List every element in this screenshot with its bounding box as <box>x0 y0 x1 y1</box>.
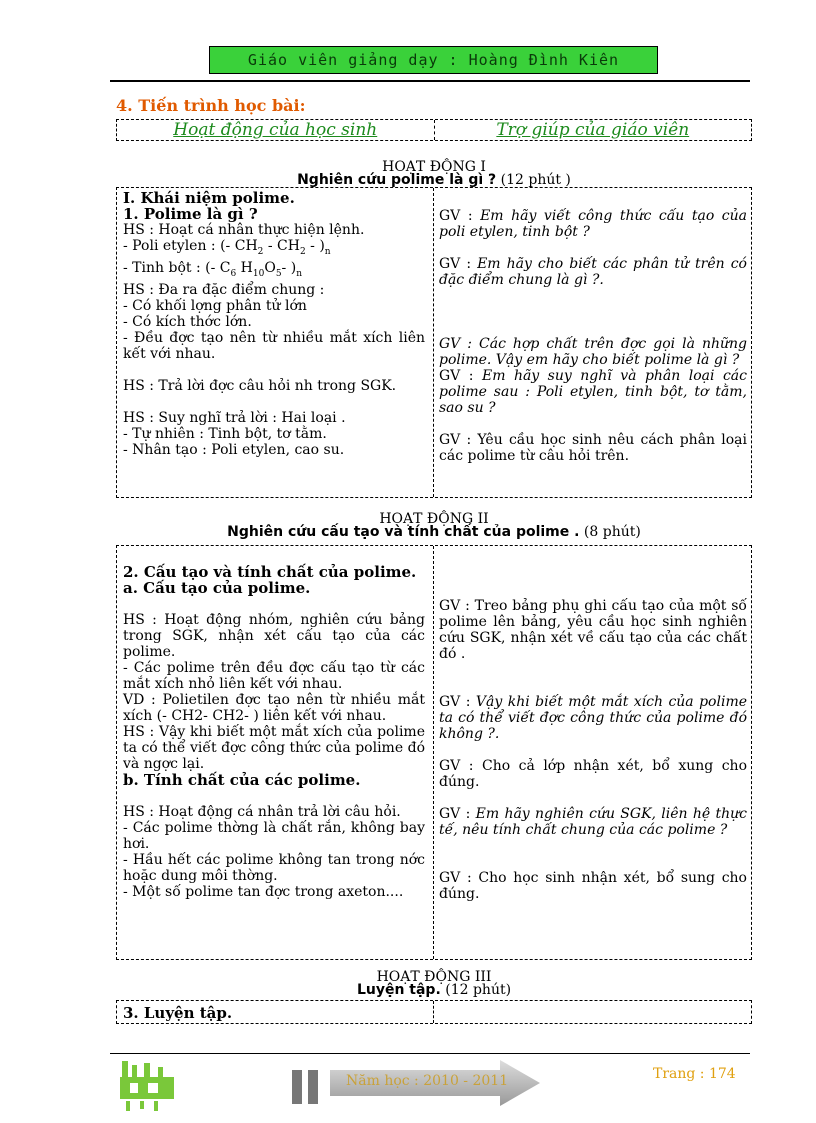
text-line: HS : Suy nghĩ trả lời : Hai loại . <box>123 409 346 426</box>
column-divider <box>433 188 434 497</box>
activity3-subtitle-line <box>116 983 752 997</box>
activity3-table <box>116 1000 752 1024</box>
text-line: HS : Trả lời đợc câu hỏi nh trong SGK. <box>123 377 397 394</box>
text-line: HS : Đa ra đặc điểm chung : <box>123 281 325 298</box>
activity1-title: HOẠT ĐỘNG I <box>382 159 486 175</box>
activity3-title: HOẠT ĐỘNG III <box>376 969 492 985</box>
activity2-title: HOẠT ĐỘNG II <box>379 511 489 527</box>
text-line: GV : Cho học sinh nhận xét, bổ sung cho đúng. <box>439 870 747 902</box>
heading: 3. Luyện tập. <box>123 1004 233 1022</box>
text-line: GV : Em hãy nghiên cứu SGK, liên hệ thực tế, nêu tính chất chung của các polime ? <box>439 806 747 838</box>
activity1-subtitle: Nghiên cứu polime là gì ? <box>297 172 497 188</box>
text-line: GV : Vậy khi biết một mắt xích của polime ta có thể viết đợc công thức của polime đó không ?. <box>439 694 748 742</box>
text-line: GV : Yêu cầu học sinh nêu cách phân loại các polime từ câu hỏi trên. <box>439 432 747 464</box>
text-line: GV : Em hãy viết công thức cấu tạo của poli etylen, tinh bột ? <box>439 208 747 240</box>
text-line: HS : Vậy khi biết một mắt xích của polime ta có thể viết đợc công thức của polime đó và ngợc lại. <box>123 724 425 772</box>
activity2-time: (8 phút) <box>583 524 641 540</box>
heading: a. Cấu tạo của polime. <box>123 579 311 597</box>
text-line: - Các polime thờng là chất rắn, không bay hơi. <box>123 820 425 852</box>
text-line: GV : Em hãy suy nghĩ và phân loại các polime sau : Poli etylen, tinh bột, tơ tằm, sao su ? <box>439 368 747 416</box>
footer-bars-icon <box>292 1070 328 1104</box>
text-line: GV : Cho cả lớp nhận xét, bổ xung cho đúng. <box>439 758 747 790</box>
activity2-subtitle-line <box>116 525 752 539</box>
school-logo-icon <box>118 1057 176 1113</box>
formula-starch: - Tinh bột : (- $C_6$ $H_{10}O_5-$ )$_n$ <box>123 259 302 279</box>
activity2-teacher-col <box>439 598 747 902</box>
text-line: HS : Hoạt động cá nhân trả lời câu hỏi. <box>123 804 401 820</box>
footer-divider <box>110 1053 750 1054</box>
page-number: Trang : 174 <box>653 1066 736 1082</box>
heading: 2. Cấu tạo và tính chất của polime. <box>123 563 417 581</box>
header-teacher-support: Trợ giúp của giáo viên <box>434 120 752 140</box>
text-line: VD : Polietilen đợc tạo nên từ nhiều mắt xích (- CH2- CH2- ) liên kết với nhau. <box>123 692 425 724</box>
activity1-student-col <box>123 190 425 458</box>
teacher-banner: Giáo viên giảng dạy : Hoàng Đình Kiên <box>209 46 658 74</box>
text-line: GV : Em hãy cho biết các phân tử trên có đặc điểm chung là gì ?. <box>439 256 747 288</box>
text-line: HS : Hoạt động nhóm, nghiên cứu bảng trong SGK, nhận xét cấu tạo của các polime. <box>123 612 425 660</box>
section-title: 4. Tiến trình học bài: <box>116 96 306 115</box>
table-header <box>116 119 752 141</box>
activity3-time: (12 phút) <box>445 982 512 998</box>
heading: b. Tính chất của các polime. <box>123 771 361 789</box>
column-divider <box>433 1001 434 1023</box>
activity2-subtitle: Nghiên cứu cấu tạo và tính chất của polime . <box>227 524 580 540</box>
activity1-table <box>116 187 752 498</box>
text-line: - Một số polime tan đợc trong axeton.... <box>123 884 404 900</box>
activity2-student-col <box>123 564 425 900</box>
text-line: - Nhân tạo : Poli etylen, cao su. <box>123 441 345 458</box>
text-line: GV : Treo bảng phụ ghi cấu tạo của một số polime lên bảng, yêu cầu học sinh nghiên cứu SGK, nhận xét về cấu tạo của các chất đó . <box>439 598 747 662</box>
text-line: - Hầu hết các polime không tan trong nớc hoặc dung môi thờng. <box>123 852 425 884</box>
activity3-student-col <box>123 1005 425 1021</box>
activity3-subtitle: Luyện tập. <box>356 982 441 998</box>
text-line: - Tự nhiên : Tinh bột, tơ tằm. <box>123 425 327 442</box>
activity1-subtitle-line <box>116 173 752 187</box>
text-line: - Có khối lợng phân tử lớn <box>123 297 307 314</box>
heading: I. Khái niệm polime. <box>123 189 295 207</box>
heading: 1. Polime là gì ? <box>123 205 258 223</box>
activity1-time: (12 phút ) <box>500 172 571 188</box>
header-student-activity: Hoạt động của học sinh <box>173 120 378 140</box>
text-line: - Các polime trên đều đợc cấu tạo từ các mắt xích nhỏ liên kết với nhau. <box>123 660 425 692</box>
header-divider <box>110 80 750 82</box>
activity2-table <box>116 545 752 960</box>
text-line: HS : Hoạt cá nhân thực hiện lệnh. <box>123 222 365 238</box>
formula-polyethylene: - Poli etylen : (- $CH_2 - CH_2 - )_n$ <box>123 238 331 257</box>
text-line: GV : Các hợp chất trên đợc gọi là những polime. Vậy em hãy cho biết polime là gì ? <box>439 336 747 368</box>
text-line: - Có kích thớc lớn. <box>123 313 252 330</box>
school-year: Năm học : 2010 - 2011 <box>346 1073 509 1089</box>
column-divider <box>433 546 434 959</box>
text-line: - Đều đợc tạo nên từ nhiều mắt xích liên kết với nhau. <box>123 329 425 362</box>
activity1-teacher-col <box>439 208 747 464</box>
